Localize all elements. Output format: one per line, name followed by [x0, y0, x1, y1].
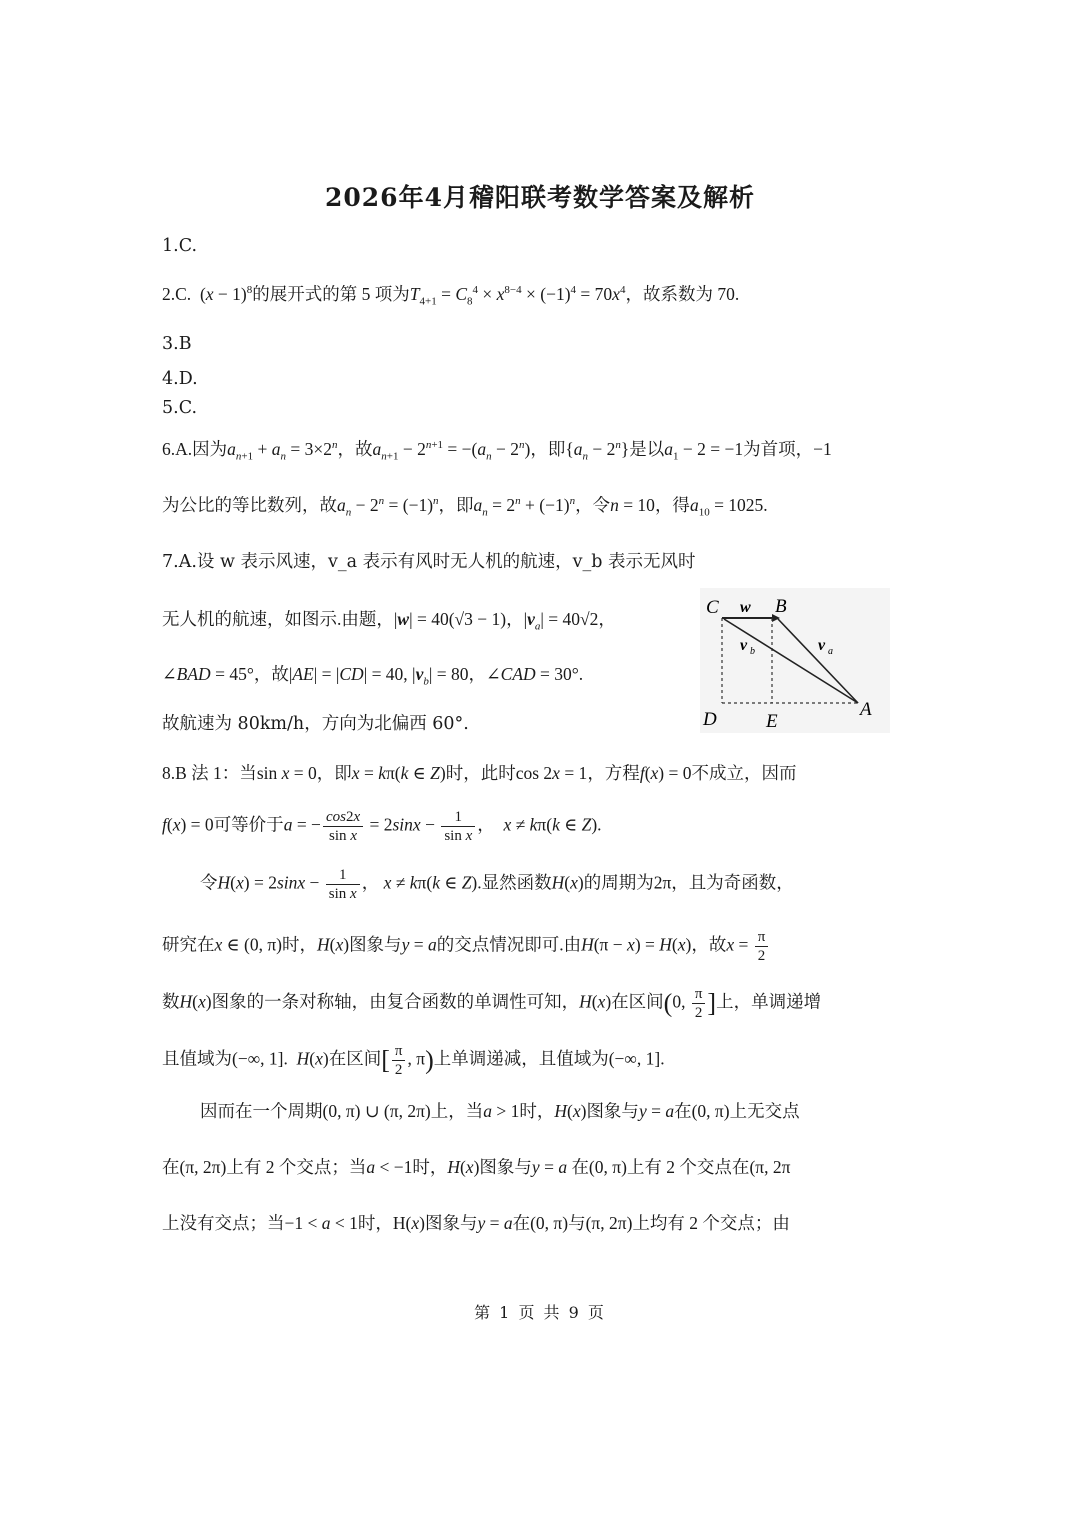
- answer-8-line3: 令H(x) = 2sinx − $\frac{1}{\text{sin x}}$ ， x ≠ kπ(k ∈ Z).显然函数H(x)的周期为2π，且为奇函数，: [200, 867, 794, 902]
- page-footer: 第 1 页 共 9 页: [474, 1303, 606, 1322]
- answer-1: 1.C.: [162, 236, 198, 256]
- answer-8-line2: f(x) = 0可等价于a = − $\frac{\cos 2x}{\text{sin x}}$ = 2sinx − $\frac{1}{\text{sin x}}$ ， x ≠ kπ(k ∈ Z).: [162, 809, 602, 844]
- page-title: 2026年4月稽阳联考数学答案及解析: [325, 183, 755, 212]
- label-va-sub: a: [828, 646, 833, 657]
- label-a: A: [860, 699, 872, 720]
- label-vb-sub: b: [750, 646, 755, 657]
- answer-8-line9: 上没有交点；当−1 < a < 1时，H(x)图象与y = a在(0, π)与(π, 2π)上均有 2 个交点；由: [162, 1213, 790, 1233]
- answer-7-line3: ∠BAD = 45°，故|AE| = |CD| = 40, $|v_b| = 80$，∠CAD = 30°.: [162, 664, 584, 688]
- answer-8-line7: 因而在一个周期(0, π) ∪ (π, 2π)上，当a > 1时，H(x)图象与y = a在(0, π)上无交点: [200, 1101, 800, 1121]
- label-d: D: [703, 709, 717, 730]
- answer-8-line4: 研究在x ∈ (0, π)时，H(x)图象与y = a的交点情况即可.由H(π − x) = H(x)，故x = $\frac{\pi}{2}$: [162, 928, 770, 965]
- answer-8-line8: 在(π, 2π)上有 2 个交点；当a < −1时，H(x)图象与y = a 在(0, π)上有 2 个交点在(π, 2π: [162, 1157, 791, 1177]
- answer-2: 2.C. $(x - 1)^8$的展开式的第 5 项为$T_{4+1} = C_8^4 \times x^{8-4} \times (-1)^4 = 70x^4$，故系数为 70.: [162, 284, 740, 308]
- answer-8-line6: 且值域为(−∞, 1]. H(x)在区间[ $\frac{\pi}{2}$ , π)上单调递减，且值域为(−∞, 1].: [162, 1043, 665, 1078]
- answer-8-line1: 8.B 法 1：当sin x = 0，即x = kπ(k ∈ Z)时，此时cos 2x = 1，方程f(x) = 0不成立，因而: [162, 763, 797, 783]
- label-c: C: [706, 597, 719, 618]
- answer-6-line2: 为公比的等比数列，故$a_n - 2^n = (-1)^n$，即$a_n = 2^n + (-1)^n$，令n = 10，得$a_{10} = 1025$.: [162, 495, 768, 519]
- answer-8-line5: 数H(x)图象的一条对称轴，由复合函数的单调性可知，H(x)在区间(0, $\frac{\pi}{2}$ ]上，单调递增: [162, 986, 822, 1021]
- vector-diagram: [700, 588, 890, 733]
- answer-6-line1: 6.A.因为$a_{n+1} + a_n = 3\times 2^n$，故$a_{n+1} - 2^{n+1} = -(a_n - 2^n)$，即$\{a_n - 2^n\}$是以$a_1 - 2 = -1$为首项，−1: [162, 439, 832, 463]
- answer-7-line4: 故航速为 80km/h，方向为北偏西 60°.: [162, 714, 469, 734]
- answer-3: 3.B: [162, 334, 192, 354]
- answer-7-line2: 无人机的航速，如图示.由题，|w| = 40(√3 − 1)，$|v_a| = 40√2$，: [162, 609, 616, 633]
- answer-7-line1: 7.A.设 w 表示风速，v_a 表示有风时无人机的航速，v_b 表示无风时: [162, 552, 696, 572]
- answer-4: 4.D.: [162, 369, 198, 389]
- vector-diagram-svg: [700, 588, 890, 733]
- answer-5: 5.C.: [162, 398, 198, 418]
- label-b: B: [775, 596, 787, 617]
- label-va: v: [818, 637, 826, 654]
- label-w: w: [740, 599, 751, 616]
- label-vb: v: [740, 637, 748, 654]
- label-e: E: [766, 711, 778, 732]
